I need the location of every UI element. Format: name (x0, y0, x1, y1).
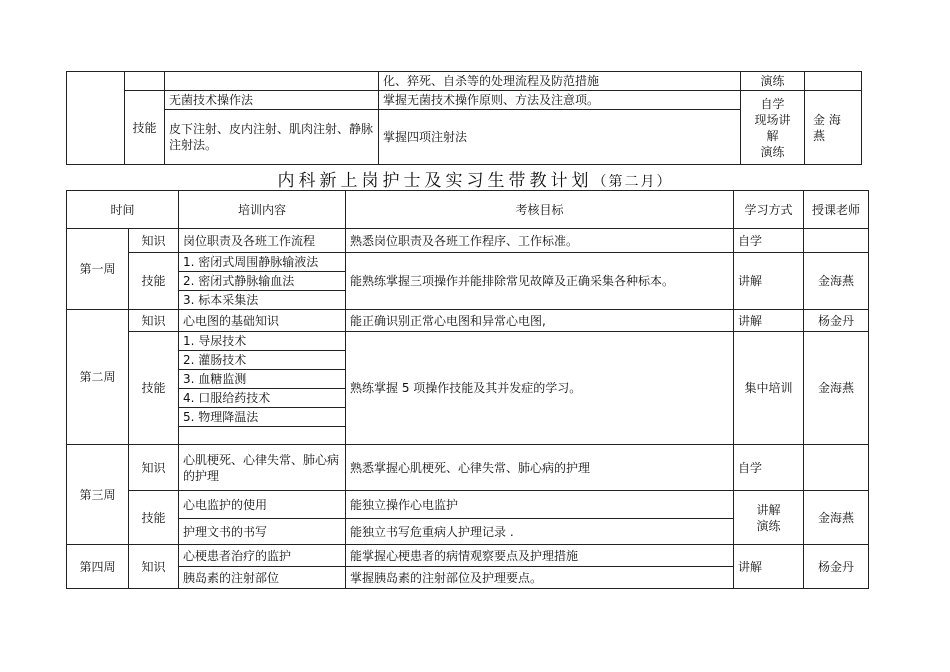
table-row (67, 445, 869, 491)
teacher-line: 金 海 (813, 112, 841, 127)
teacher-cell-empty (805, 72, 862, 91)
content-cell: 岗位职责及各班工作流程 (179, 229, 346, 253)
header-row (67, 191, 869, 229)
target-cell: 能正确识别正常心电图和异常心电图, (346, 310, 734, 332)
table-row (67, 491, 869, 519)
target-cell: 掌握四项注射法 (379, 110, 741, 165)
type-knowledge: 知识 (129, 445, 179, 491)
teacher-cell (804, 445, 869, 491)
target-cell: 化、猝死、自杀等的处理流程及防范措施 (379, 72, 741, 91)
target-cell: 能掌握心梗患者的病情观察要点及护理措施 (346, 545, 734, 567)
teacher-cell: 金海燕 (804, 253, 869, 310)
week-label: 第二周 (67, 310, 129, 445)
target-cell: 能熟练掌握三项操作并能排除常见故障及正确采集各种标本。 (346, 253, 734, 310)
header-teacher: 授课老师 (804, 191, 869, 229)
method-line: 演练 (756, 518, 781, 533)
table-row (67, 545, 869, 567)
type-skill: 技能 (129, 332, 179, 445)
skill-item: 1. 密闭式周围静脉输液法 (179, 253, 346, 272)
method-cell: 集中培训 (734, 332, 804, 445)
content-cell: 心梗患者治疗的监护 (179, 545, 346, 567)
type-knowledge: 知识 (129, 310, 179, 332)
teacher-cell: 金海燕 (804, 332, 869, 445)
header-target: 考核目标 (346, 191, 734, 229)
target-cell: 掌握胰岛素的注射部位及护理要点。 (346, 567, 734, 589)
header-content: 培训内容 (179, 191, 346, 229)
target-cell: 熟悉岗位职责及各班工作程序、工作标准。 (346, 229, 734, 253)
content-cell (165, 72, 379, 91)
time-cell-empty (67, 72, 125, 165)
type-knowledge: 知识 (129, 229, 179, 253)
content-cell: 护理文书的书写 (179, 519, 346, 545)
teacher-cell: 金海燕 (804, 491, 869, 545)
target-cell: 掌握无菌技术操作原则、方法及注意项。 (379, 91, 741, 110)
training-plan-table (66, 190, 869, 589)
skill-item: 2. 密闭式静脉输血法 (179, 272, 346, 291)
content-cell: 胰岛素的注射部位 (179, 567, 346, 589)
method-line: 讲解 (756, 502, 781, 517)
teacher-cell: 杨金丹 (804, 545, 869, 589)
type-cell-empty (125, 72, 165, 91)
method-cell: 讲解 (734, 253, 804, 310)
table-row (67, 310, 869, 332)
week-label: 第三周 (67, 445, 129, 545)
teacher-cell: 杨金丹 (804, 310, 869, 332)
method-cell: 自学 (734, 445, 804, 491)
skill-item: 3. 标本采集法 (179, 291, 346, 310)
skill-item: 1. 导尿技术 (179, 332, 346, 351)
header-time: 时间 (67, 191, 179, 229)
method-line: 演练 (760, 144, 785, 159)
content-cell: 皮下注射、皮内注射、肌肉注射、静脉注射法。 (165, 110, 379, 165)
type-knowledge: 知识 (129, 545, 179, 589)
page-title (0, 166, 950, 191)
method-line: 解 (766, 128, 779, 143)
method-cell: 讲解 (734, 310, 804, 332)
target-cell: 能独立书写危重病人护理记录 . (346, 519, 734, 545)
table-row (67, 253, 869, 272)
header-method: 学习方式 (734, 191, 804, 229)
teacher-cell (804, 229, 869, 253)
skill-item: 4. 口服给药技术 (179, 389, 346, 408)
teacher-cell (805, 91, 862, 165)
target-cell: 能独立操作心电监护 (346, 491, 734, 519)
target-cell: 熟练掌握 5 项操作技能及其并发症的学习。 (346, 332, 734, 445)
table-row (67, 332, 869, 351)
content-cell: 心肌梗死、心律失常、肺心病的护理 (179, 445, 346, 491)
skill-item (179, 427, 346, 445)
content-cell: 心电图的基础知识 (179, 310, 346, 332)
method-line: 自学 (760, 96, 785, 111)
method-line: 现场讲 (754, 112, 791, 127)
type-cell-skill: 技能 (125, 91, 165, 165)
teacher-line: 燕 (813, 128, 826, 143)
content-cell: 心电监护的使用 (179, 491, 346, 519)
title-sub: （第二月） (592, 174, 673, 190)
method-cell (741, 91, 805, 165)
week-label: 第四周 (67, 545, 129, 589)
skill-item: 3. 血糖监测 (179, 370, 346, 389)
previous-month-table (66, 71, 862, 165)
type-skill: 技能 (129, 253, 179, 310)
method-cell: 演练 (741, 72, 805, 91)
title-main: 内科新上岗护士及实习生带教计划 (277, 171, 593, 191)
skill-item: 5. 物理降温法 (179, 408, 346, 427)
target-cell: 熟悉掌握心肌梗死、心律失常、肺心病的护理 (346, 445, 734, 491)
content-cell: 无菌技术操作法 (165, 91, 379, 110)
method-cell: 自学 (734, 229, 804, 253)
skill-item: 2. 灌肠技术 (179, 351, 346, 370)
week-label: 第一周 (67, 229, 129, 310)
method-cell (734, 491, 804, 545)
method-cell: 讲解 (734, 545, 804, 589)
table-row (67, 229, 869, 253)
type-skill: 技能 (129, 491, 179, 545)
